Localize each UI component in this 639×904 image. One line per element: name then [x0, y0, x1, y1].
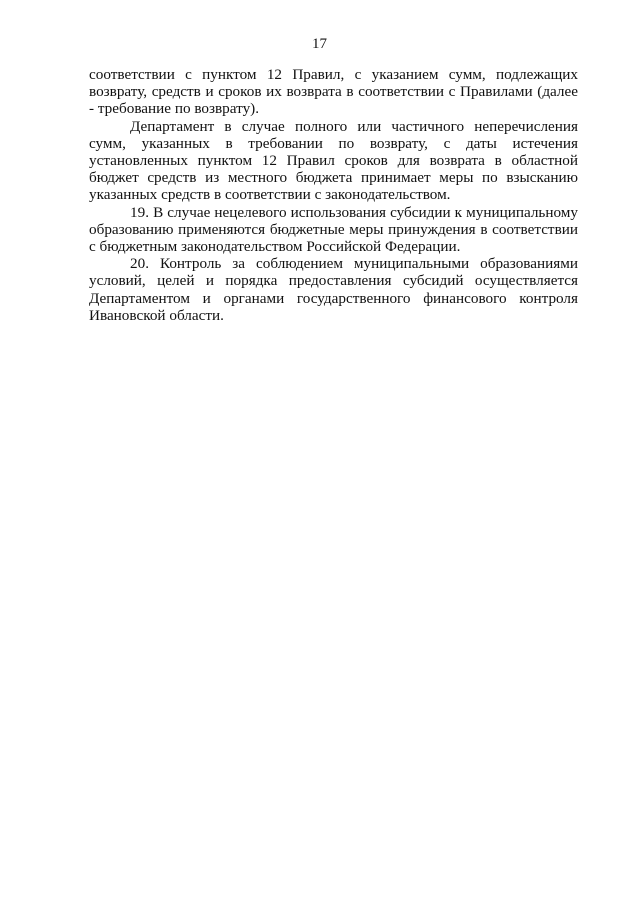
paragraph-item-19: 19. В случае нецелевого использования субсидии к муниципальному образованию применяются бюджетные меры принуждения в соответствии с бюджетным законодательством Российской Федерации. [89, 203, 578, 256]
paragraph-continuation: соответствии с пунктом 12 Правил, с указанием сумм, подлежащих возврату, средств и сроков их возврата в соответствии с Правилами (далее - требование по возврату). [89, 66, 578, 118]
page-number: 17 [312, 36, 327, 52]
document-body [89, 66, 578, 324]
paragraph-department-measures: Департамент в случае полного или частичного неперечисления сумм, указанных в требовании по возврату, с даты истечения установленных пунктом 12 Правил сроков для возврата в областной бюджет средств из местного бюджета принимает меры по взысканию указанных средств в соответствии с законодательством. [89, 117, 578, 204]
paragraph-item-20: 20. Контроль за соблюдением муниципальными образованиями условий, целей и порядка предоставления субсидий осуществляется Департаментом и органами государственного финансового контроля Ивановской области. [89, 255, 578, 324]
